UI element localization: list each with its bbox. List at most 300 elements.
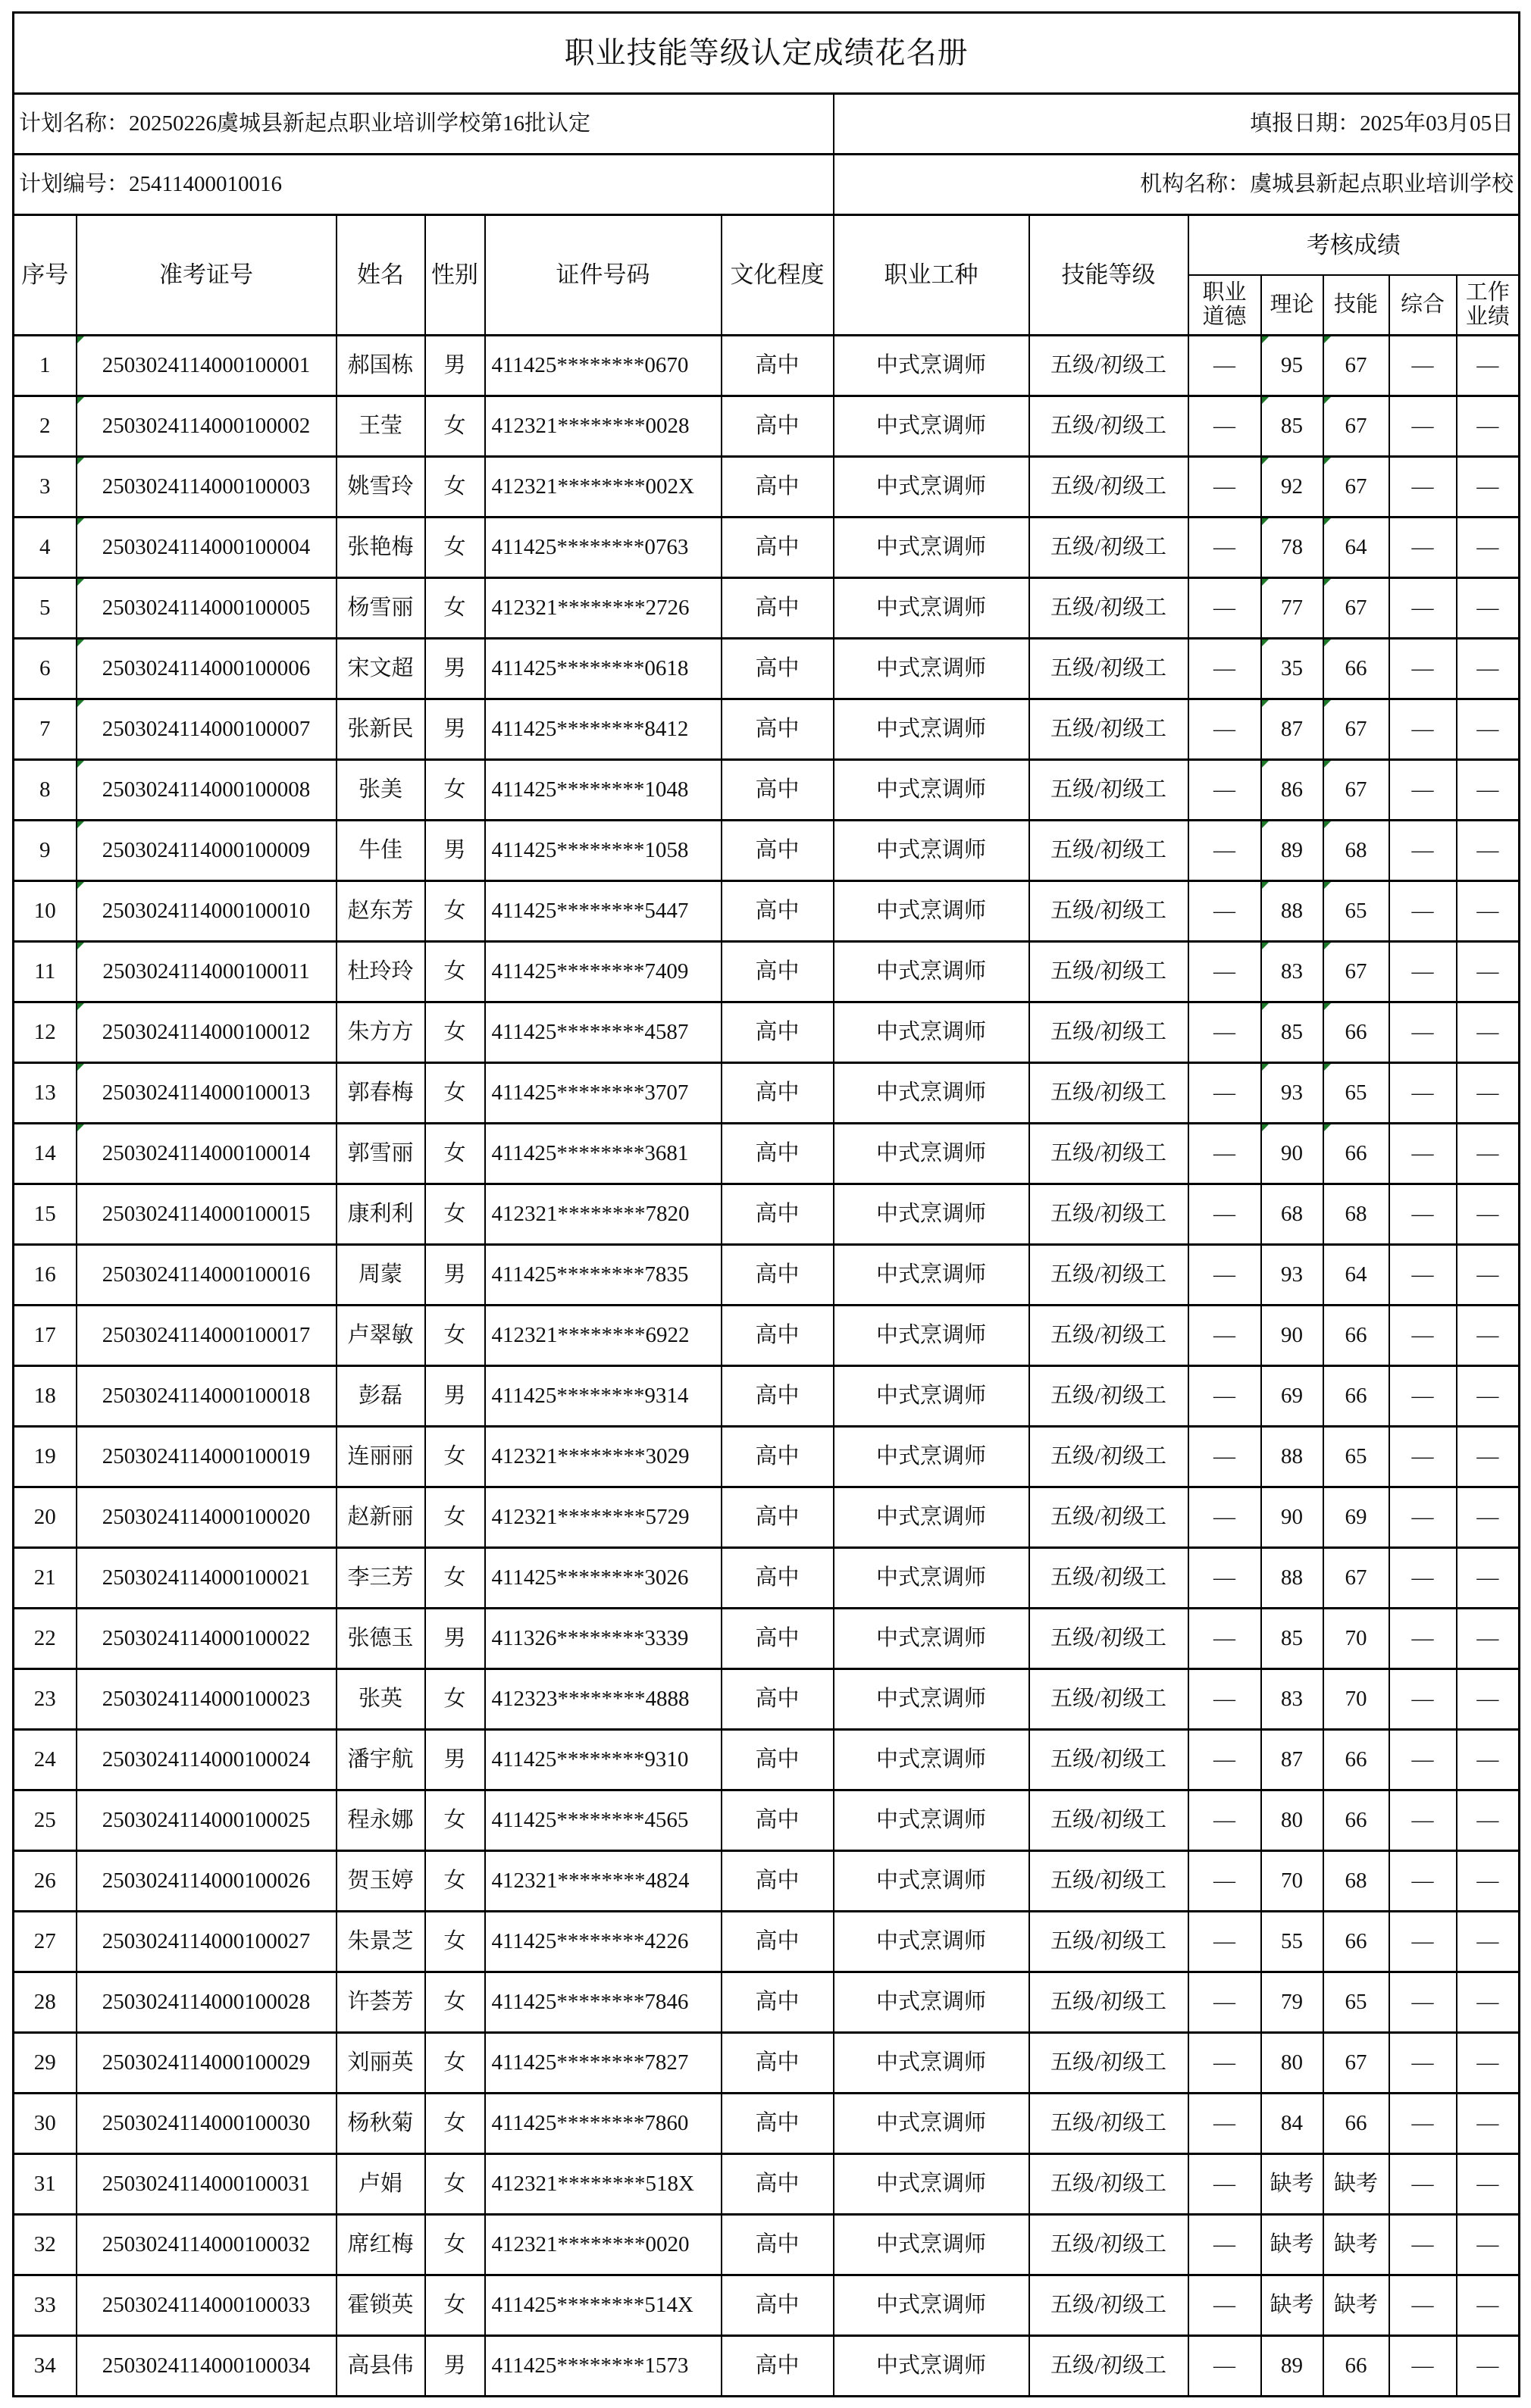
table-row (14, 396, 1520, 457)
cell-ethics: — (1188, 1306, 1261, 1366)
cell-skill: 64 (1323, 518, 1389, 578)
cell-theory: 92 (1261, 457, 1323, 518)
table-row (14, 1548, 1520, 1609)
cell-name: 李三芳 (337, 1548, 425, 1609)
cell-skill: 66 (1323, 1124, 1389, 1184)
cell-ethics: — (1188, 639, 1261, 699)
cell-occupation: 中式烹调师 (834, 881, 1029, 942)
cell-name: 张英 (337, 1669, 425, 1730)
cell-performance: — (1457, 2033, 1520, 2094)
cell-theory: 87 (1261, 699, 1323, 760)
plan-number-value: 25411400010016 (129, 171, 282, 196)
cell-gender: 男 (425, 2336, 485, 2397)
cell-gender: 女 (425, 1548, 485, 1609)
cell-name: 程永娜 (337, 1790, 425, 1851)
cell-overall: — (1389, 881, 1457, 942)
cell-skill-level: 五级/初级工 (1029, 1609, 1188, 1669)
cell-id-number: 412321********2726 (485, 578, 722, 639)
cell-skill-level: 五级/初级工 (1029, 1366, 1188, 1427)
cell-education: 高中 (722, 457, 834, 518)
cell-overall: — (1389, 1609, 1457, 1669)
cell-education: 高中 (722, 1790, 834, 1851)
table-row (14, 1669, 1520, 1730)
cell-skill: 65 (1323, 881, 1389, 942)
table-row (14, 1245, 1520, 1306)
col-header-skill: 技能 (1323, 275, 1389, 336)
cell-name: 郝国栋 (337, 336, 425, 396)
cell-skill: 66 (1323, 1912, 1389, 1972)
cell-gender: 女 (425, 942, 485, 1002)
cell-performance: — (1457, 2336, 1520, 2397)
cell-skill: 67 (1323, 699, 1389, 760)
cell-theory: 88 (1261, 881, 1323, 942)
cell-name: 杜玲玲 (337, 942, 425, 1002)
cell-ethics: — (1188, 1730, 1261, 1790)
cell-seq: 25 (14, 1790, 77, 1851)
cell-id-number: 412321********3029 (485, 1427, 722, 1487)
cell-id-number: 411425********7409 (485, 942, 722, 1002)
cell-id-number: 412321********0020 (485, 2215, 722, 2275)
cell-ethics: — (1188, 518, 1261, 578)
cell-overall: — (1389, 2154, 1457, 2215)
cell-gender: 女 (425, 1002, 485, 1063)
cell-seq: 24 (14, 1730, 77, 1790)
cell-name: 朱景芝 (337, 1912, 425, 1972)
cell-exam-id: 2503024114000100030 (77, 2094, 337, 2154)
cell-exam-id: 2503024114000100012 (77, 1002, 337, 1063)
cell-theory: 77 (1261, 578, 1323, 639)
cell-id-number: 411425********7846 (485, 1972, 722, 2033)
cell-occupation: 中式烹调师 (834, 518, 1029, 578)
cell-education: 高中 (722, 2033, 834, 2094)
table-row (14, 699, 1520, 760)
cell-exam-id: 2503024114000100034 (77, 2336, 337, 2397)
cell-ethics: — (1188, 1972, 1261, 2033)
cell-gender: 女 (425, 396, 485, 457)
cell-id-number: 411425********514X (485, 2275, 722, 2336)
cell-skill-level: 五级/初级工 (1029, 2033, 1188, 2094)
cell-skill: 70 (1323, 1669, 1389, 1730)
cell-education: 高中 (722, 2094, 834, 2154)
cell-ethics: — (1188, 1851, 1261, 1912)
cell-ethics: — (1188, 1669, 1261, 1730)
cell-performance: — (1457, 1366, 1520, 1427)
cell-name: 张美 (337, 760, 425, 821)
cell-seq: 9 (14, 821, 77, 881)
cell-seq: 18 (14, 1366, 77, 1427)
cell-theory: 93 (1261, 1063, 1323, 1124)
cell-gender: 男 (425, 699, 485, 760)
cell-exam-id: 2503024114000100019 (77, 1427, 337, 1487)
cell-skill-level: 五级/初级工 (1029, 760, 1188, 821)
cell-skill: 缺考 (1323, 2275, 1389, 2336)
cell-performance: — (1457, 1427, 1520, 1487)
cell-exam-id: 2503024114000100018 (77, 1366, 337, 1427)
cell-id-number: 411425********5447 (485, 881, 722, 942)
cell-id-number: 412321********518X (485, 2154, 722, 2215)
col-header-education: 文化程度 (722, 215, 834, 336)
cell-occupation: 中式烹调师 (834, 457, 1029, 518)
cell-overall: — (1389, 1306, 1457, 1366)
cell-ethics: — (1188, 396, 1261, 457)
cell-education: 高中 (722, 1366, 834, 1427)
cell-skill-level: 五级/初级工 (1029, 1245, 1188, 1306)
plan-name-value: 20250226虞城县新起点职业培训学校第16批认定 (129, 111, 591, 136)
cell-overall: — (1389, 1366, 1457, 1427)
cell-theory: 69 (1261, 1366, 1323, 1427)
cell-performance: — (1457, 1851, 1520, 1912)
cell-seq: 21 (14, 1548, 77, 1609)
cell-exam-id: 2503024114000100022 (77, 1609, 337, 1669)
cell-exam-id: 2503024114000100002 (77, 396, 337, 457)
cell-exam-id: 2503024114000100006 (77, 639, 337, 699)
cell-seq: 33 (14, 2275, 77, 2336)
cell-theory: 89 (1261, 821, 1323, 881)
cell-overall: — (1389, 821, 1457, 881)
cell-exam-id: 2503024114000100031 (77, 2154, 337, 2215)
cell-skill: 68 (1323, 821, 1389, 881)
cell-name: 王莹 (337, 396, 425, 457)
table-row (14, 457, 1520, 518)
cell-theory: 86 (1261, 760, 1323, 821)
cell-skill: 67 (1323, 2033, 1389, 2094)
cell-occupation: 中式烹调师 (834, 2154, 1029, 2215)
cell-seq: 15 (14, 1184, 77, 1245)
cell-education: 高中 (722, 1063, 834, 1124)
cell-name: 高县伟 (337, 2336, 425, 2397)
cell-skill-level: 五级/初级工 (1029, 1487, 1188, 1548)
cell-name: 张新民 (337, 699, 425, 760)
cell-occupation: 中式烹调师 (834, 2275, 1029, 2336)
cell-occupation: 中式烹调师 (834, 1548, 1029, 1609)
cell-name: 赵东芳 (337, 881, 425, 942)
cell-id-number: 411425********7860 (485, 2094, 722, 2154)
cell-theory: 83 (1261, 942, 1323, 1002)
col-header-theory: 理论 (1261, 275, 1323, 336)
cell-gender: 男 (425, 1245, 485, 1306)
cell-exam-id: 2503024114000100028 (77, 1972, 337, 2033)
cell-exam-id: 2503024114000100003 (77, 457, 337, 518)
cell-theory: 85 (1261, 396, 1323, 457)
cell-education: 高中 (722, 760, 834, 821)
table-row (14, 518, 1520, 578)
cell-education: 高中 (722, 518, 834, 578)
cell-performance: — (1457, 1790, 1520, 1851)
cell-theory: 35 (1261, 639, 1323, 699)
cell-name: 杨雪丽 (337, 578, 425, 639)
table-row (14, 2215, 1520, 2275)
cell-id-number: 412323********4888 (485, 1669, 722, 1730)
cell-gender: 女 (425, 881, 485, 942)
col-group-scores: 考核成绩 (1188, 215, 1520, 276)
cell-skill: 65 (1323, 1427, 1389, 1487)
cell-theory: 90 (1261, 1124, 1323, 1184)
cell-overall: — (1389, 1184, 1457, 1245)
col-header-occupation: 职业工种 (834, 215, 1029, 336)
cell-occupation: 中式烹调师 (834, 1972, 1029, 2033)
cell-overall: — (1389, 760, 1457, 821)
cell-gender: 男 (425, 1730, 485, 1790)
cell-occupation: 中式烹调师 (834, 1730, 1029, 1790)
cell-ethics: — (1188, 1487, 1261, 1548)
cell-exam-id: 2503024114000100001 (77, 336, 337, 396)
cell-id-number: 411425********9310 (485, 1730, 722, 1790)
table-row (14, 1609, 1520, 1669)
cell-name: 杨秋菊 (337, 2094, 425, 2154)
table-row (14, 639, 1520, 699)
cell-occupation: 中式烹调师 (834, 1184, 1029, 1245)
cell-id-number: 412321********4824 (485, 1851, 722, 1912)
cell-occupation: 中式烹调师 (834, 1669, 1029, 1730)
table-row (14, 2094, 1520, 2154)
cell-seq: 20 (14, 1487, 77, 1548)
cell-skill-level: 五级/初级工 (1029, 578, 1188, 639)
cell-performance: — (1457, 518, 1520, 578)
cell-id-number: 411425********4587 (485, 1002, 722, 1063)
cell-education: 高中 (722, 1306, 834, 1366)
cell-id-number: 411425********8412 (485, 699, 722, 760)
cell-seq: 28 (14, 1972, 77, 2033)
cell-name: 宋文超 (337, 639, 425, 699)
cell-gender: 女 (425, 2275, 485, 2336)
cell-performance: — (1457, 1912, 1520, 1972)
cell-exam-id: 2503024114000100027 (77, 1912, 337, 1972)
cell-performance: — (1457, 1609, 1520, 1669)
table-row (14, 1427, 1520, 1487)
roster-sheet (12, 11, 1518, 2397)
cell-overall: — (1389, 1245, 1457, 1306)
cell-ethics: — (1188, 2033, 1261, 2094)
cell-ethics: — (1188, 2215, 1261, 2275)
cell-occupation: 中式烹调师 (834, 1063, 1029, 1124)
cell-skill: 65 (1323, 1972, 1389, 2033)
cell-id-number: 411425********9314 (485, 1366, 722, 1427)
cell-overall: — (1389, 336, 1457, 396)
cell-skill: 66 (1323, 1790, 1389, 1851)
cell-skill-level: 五级/初级工 (1029, 1427, 1188, 1487)
cell-ethics: — (1188, 2275, 1261, 2336)
cell-occupation: 中式烹调师 (834, 2033, 1029, 2094)
cell-overall: — (1389, 1790, 1457, 1851)
cell-occupation: 中式烹调师 (834, 336, 1029, 396)
cell-overall: — (1389, 578, 1457, 639)
cell-performance: — (1457, 1063, 1520, 1124)
cell-exam-id: 2503024114000100015 (77, 1184, 337, 1245)
cell-skill: 66 (1323, 2094, 1389, 2154)
cell-seq: 1 (14, 336, 77, 396)
cell-id-number: 411425********1573 (485, 2336, 722, 2397)
cell-name: 卢翠敏 (337, 1306, 425, 1366)
cell-exam-id: 2503024114000100026 (77, 1851, 337, 1912)
table-row (14, 1366, 1520, 1427)
cell-skill-level: 五级/初级工 (1029, 1063, 1188, 1124)
cell-education: 高中 (722, 1427, 834, 1487)
cell-exam-id: 2503024114000100021 (77, 1548, 337, 1609)
table-row (14, 578, 1520, 639)
cell-seq: 31 (14, 2154, 77, 2215)
cell-occupation: 中式烹调师 (834, 1790, 1029, 1851)
cell-name: 连丽丽 (337, 1427, 425, 1487)
table-row (14, 760, 1520, 821)
cell-performance: — (1457, 1669, 1520, 1730)
cell-seq: 17 (14, 1306, 77, 1366)
cell-name: 姚雪玲 (337, 457, 425, 518)
cell-skill: 66 (1323, 1366, 1389, 1427)
cell-education: 高中 (722, 639, 834, 699)
cell-skill-level: 五级/初级工 (1029, 1669, 1188, 1730)
col-header-ethics-label: 职业道德 (1202, 280, 1247, 329)
cell-education: 高中 (722, 2215, 834, 2275)
cell-id-number: 411425********4565 (485, 1790, 722, 1851)
cell-education: 高中 (722, 1912, 834, 1972)
table-row (14, 1306, 1520, 1366)
cell-theory: 70 (1261, 1851, 1323, 1912)
cell-education: 高中 (722, 396, 834, 457)
col-header-skill-level: 技能等级 (1029, 215, 1188, 336)
cell-skill-level: 五级/初级工 (1029, 336, 1188, 396)
col-header-id-number: 证件号码 (485, 215, 722, 336)
cell-ethics: — (1188, 2154, 1261, 2215)
cell-overall: — (1389, 1124, 1457, 1184)
cell-overall: — (1389, 942, 1457, 1002)
table-row (14, 1002, 1520, 1063)
cell-exam-id: 2503024114000100005 (77, 578, 337, 639)
cell-occupation: 中式烹调师 (834, 821, 1029, 881)
cell-overall: — (1389, 1730, 1457, 1790)
cell-ethics: — (1188, 942, 1261, 1002)
cell-skill: 67 (1323, 1548, 1389, 1609)
cell-ethics: — (1188, 699, 1261, 760)
col-header-seq: 序号 (14, 215, 77, 336)
cell-overall: — (1389, 1851, 1457, 1912)
cell-overall: — (1389, 1912, 1457, 1972)
cell-id-number: 411425********3707 (485, 1063, 722, 1124)
cell-performance: — (1457, 1124, 1520, 1184)
cell-exam-id: 2503024114000100016 (77, 1245, 337, 1306)
table-row (14, 821, 1520, 881)
cell-overall: — (1389, 1427, 1457, 1487)
cell-name: 张艳梅 (337, 518, 425, 578)
cell-gender: 男 (425, 1366, 485, 1427)
cell-education: 高中 (722, 1609, 834, 1669)
cell-overall: — (1389, 699, 1457, 760)
cell-exam-id: 2503024114000100011 (77, 942, 337, 1002)
cell-skill-level: 五级/初级工 (1029, 942, 1188, 1002)
cell-seq: 14 (14, 1124, 77, 1184)
cell-theory: 68 (1261, 1184, 1323, 1245)
cell-name: 朱方方 (337, 1002, 425, 1063)
cell-id-number: 411425********3026 (485, 1548, 722, 1609)
cell-name: 郭春梅 (337, 1063, 425, 1124)
cell-id-number: 412321********6922 (485, 1306, 722, 1366)
cell-education: 高中 (722, 821, 834, 881)
cell-theory: 80 (1261, 1790, 1323, 1851)
cell-id-number: 411425********0670 (485, 336, 722, 396)
cell-theory: 84 (1261, 2094, 1323, 2154)
cell-gender: 男 (425, 639, 485, 699)
cell-overall: — (1389, 1487, 1457, 1548)
cell-occupation: 中式烹调师 (834, 396, 1029, 457)
cell-id-number: 412321********0028 (485, 396, 722, 457)
cell-exam-id: 2503024114000100017 (77, 1306, 337, 1366)
cell-education: 高中 (722, 1669, 834, 1730)
cell-theory: 90 (1261, 1306, 1323, 1366)
cell-skill: 66 (1323, 2336, 1389, 2397)
cell-performance: — (1457, 457, 1520, 518)
cell-theory: 88 (1261, 1427, 1323, 1487)
cell-gender: 女 (425, 1063, 485, 1124)
cell-skill-level: 五级/初级工 (1029, 881, 1188, 942)
cell-overall: — (1389, 1669, 1457, 1730)
cell-gender: 女 (425, 1487, 485, 1548)
cell-skill: 缺考 (1323, 2215, 1389, 2275)
cell-seq: 13 (14, 1063, 77, 1124)
cell-skill-level: 五级/初级工 (1029, 1306, 1188, 1366)
cell-name: 卢娟 (337, 2154, 425, 2215)
table-row (14, 336, 1520, 396)
cell-id-number: 411425********1048 (485, 760, 722, 821)
cell-education: 高中 (722, 1002, 834, 1063)
cell-name: 张德玉 (337, 1609, 425, 1669)
cell-seq: 8 (14, 760, 77, 821)
cell-performance: — (1457, 2275, 1520, 2336)
cell-overall: — (1389, 1002, 1457, 1063)
cell-skill-level: 五级/初级工 (1029, 2094, 1188, 2154)
cell-occupation: 中式烹调师 (834, 2215, 1029, 2275)
cell-performance: — (1457, 2094, 1520, 2154)
cell-gender: 女 (425, 1669, 485, 1730)
cell-performance: — (1457, 2154, 1520, 2215)
cell-name: 牛佳 (337, 821, 425, 881)
cell-performance: — (1457, 1972, 1520, 2033)
cell-occupation: 中式烹调师 (834, 942, 1029, 1002)
cell-name: 康利利 (337, 1184, 425, 1245)
cell-exam-id: 2503024114000100033 (77, 2275, 337, 2336)
cell-seq: 4 (14, 518, 77, 578)
cell-performance: — (1457, 942, 1520, 1002)
cell-seq: 29 (14, 2033, 77, 2094)
cell-exam-id: 2503024114000100020 (77, 1487, 337, 1548)
cell-exam-id: 2503024114000100008 (77, 760, 337, 821)
cell-name: 贺玉婷 (337, 1851, 425, 1912)
cell-performance: — (1457, 578, 1520, 639)
cell-id-number: 411326********3339 (485, 1609, 722, 1669)
cell-overall: — (1389, 1972, 1457, 2033)
cell-performance: — (1457, 1548, 1520, 1609)
cell-gender: 女 (425, 2154, 485, 2215)
cell-gender: 女 (425, 1184, 485, 1245)
cell-theory: 83 (1261, 1669, 1323, 1730)
cell-name: 潘宇航 (337, 1730, 425, 1790)
cell-education: 高中 (722, 2336, 834, 2397)
cell-seq: 34 (14, 2336, 77, 2397)
cell-ethics: — (1188, 1609, 1261, 1669)
cell-occupation: 中式烹调师 (834, 760, 1029, 821)
cell-exam-id: 2503024114000100025 (77, 1790, 337, 1851)
cell-occupation: 中式烹调师 (834, 1487, 1029, 1548)
cell-skill: 66 (1323, 1730, 1389, 1790)
cell-name: 许荟芳 (337, 1972, 425, 2033)
cell-skill: 67 (1323, 336, 1389, 396)
cell-occupation: 中式烹调师 (834, 2094, 1029, 2154)
cell-gender: 女 (425, 518, 485, 578)
cell-ethics: — (1188, 1366, 1261, 1427)
cell-id-number: 411425********7827 (485, 2033, 722, 2094)
cell-exam-id: 2503024114000100007 (77, 699, 337, 760)
cell-ethics: — (1188, 881, 1261, 942)
cell-exam-id: 2503024114000100010 (77, 881, 337, 942)
cell-seq: 3 (14, 457, 77, 518)
